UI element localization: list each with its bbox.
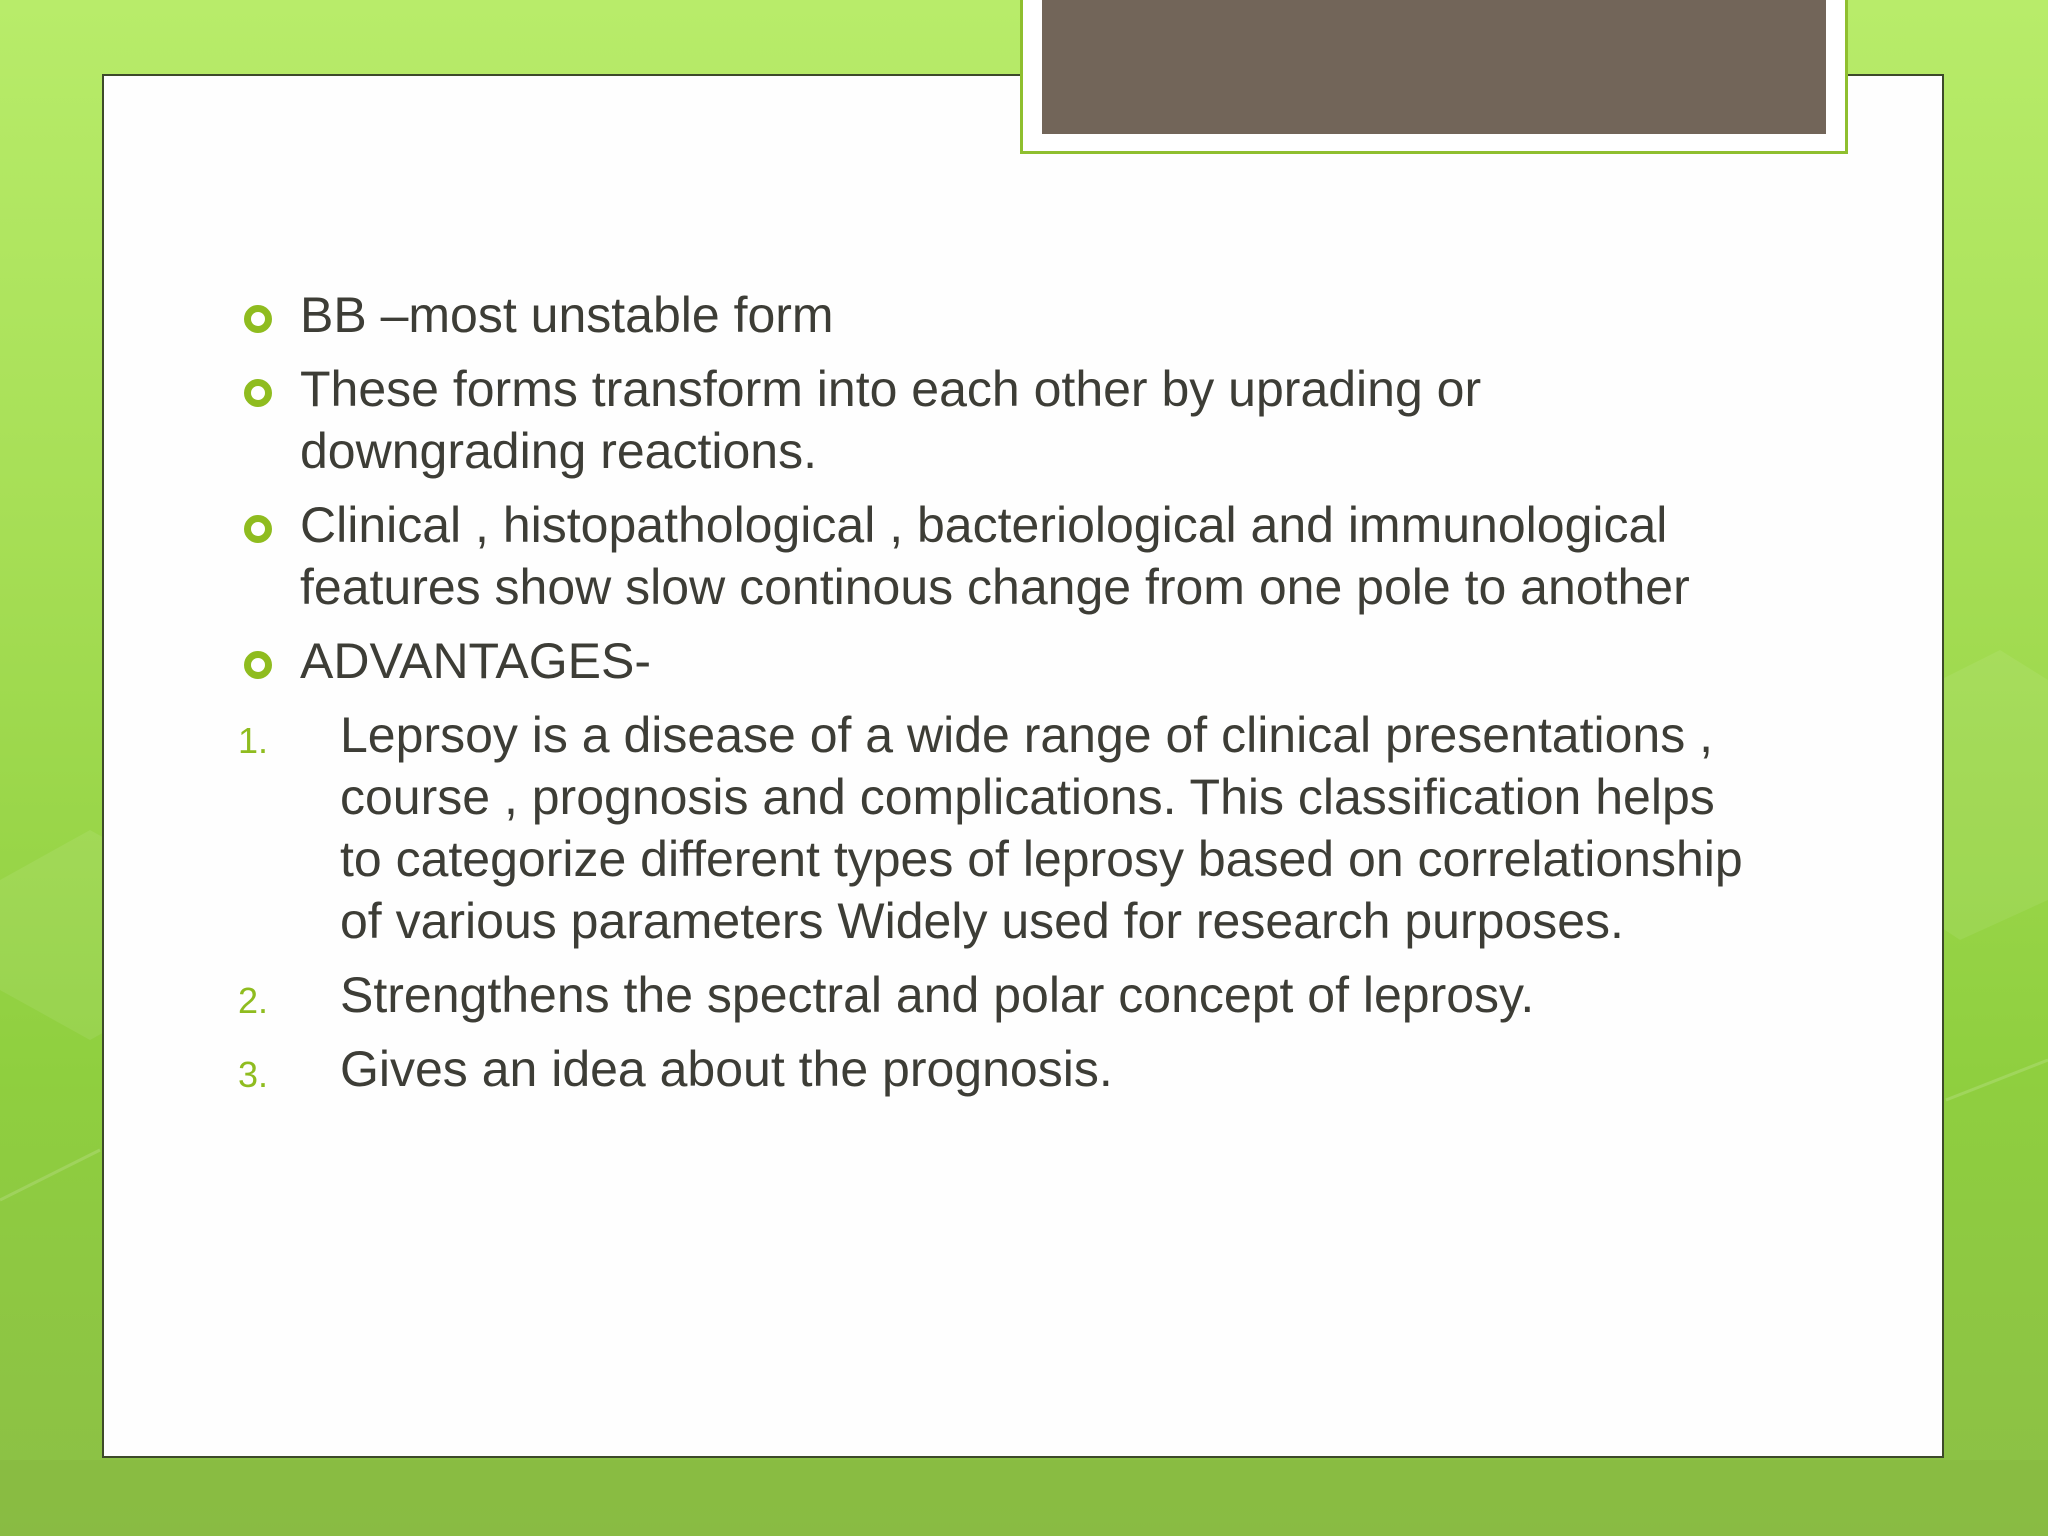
title-placeholder xyxy=(1042,0,1826,134)
list-number: 3. xyxy=(238,1054,269,1095)
numbered-text: Leprsoy is a disease of a wide range of clinical presentations , course , prognosis and complications. This classification helps to categorize different types of leprosy based on correlationship of various parameters Widely used for research purposes. xyxy=(340,707,1743,949)
numbered-text: Strengthens the spectral and polar concept of leprosy. xyxy=(340,967,1535,1023)
circle-bullet-icon xyxy=(244,515,272,543)
numbered-item xyxy=(236,964,1756,1026)
bullet-item xyxy=(236,494,1756,618)
list-number: 2. xyxy=(238,980,269,1021)
bullet-text: These forms transform into each other by uprading or downgrading reactions. xyxy=(300,361,1482,479)
circle-bullet-icon xyxy=(244,379,272,407)
bullet-item xyxy=(236,630,1756,692)
circle-bullet-icon xyxy=(244,305,272,333)
list-number: 1. xyxy=(238,720,269,761)
numbered-item xyxy=(236,704,1756,952)
bullet-text: ADVANTAGES- xyxy=(300,633,651,689)
slide-body xyxy=(236,284,1756,1112)
bullet-item xyxy=(236,358,1756,482)
bullet-text: Clinical , histopathological , bacteriological and immunological features show slow continous change from one pole to another xyxy=(300,497,1690,615)
circle-bullet-icon xyxy=(244,651,272,679)
bullet-text: BB –most unstable form xyxy=(300,287,834,343)
numbered-text: Gives an idea about the prognosis. xyxy=(340,1041,1113,1097)
bullet-item xyxy=(236,284,1756,346)
numbered-item xyxy=(236,1038,1756,1100)
